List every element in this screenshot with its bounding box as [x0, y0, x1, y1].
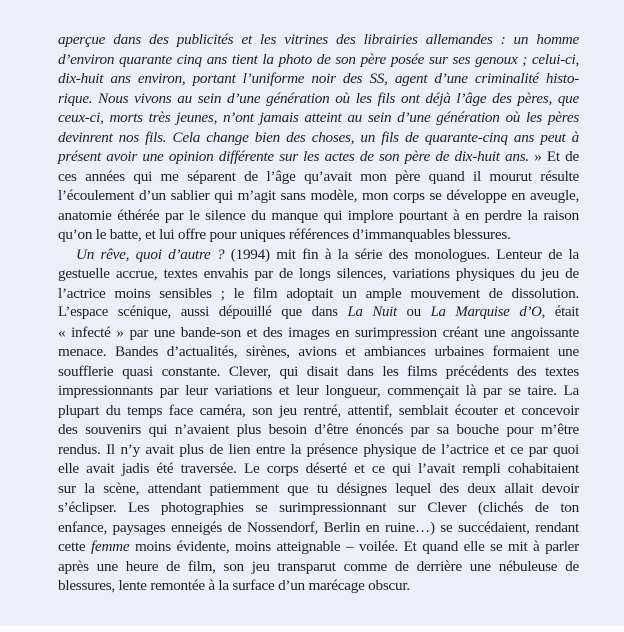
text-line	[58, 303, 579, 323]
text-line	[58, 147, 579, 167]
italic-text: femme	[91, 538, 130, 555]
text-line	[58, 342, 579, 362]
text-line	[58, 381, 579, 401]
text-segment: soufflerie quasi constante. Clever, qui disait dans les films précédents des textes	[58, 362, 579, 380]
text-line	[58, 50, 579, 70]
italic-text: aperçue dans des publicités et les vitrines des librairies allemandes : un homme	[58, 31, 579, 48]
text-line	[58, 264, 579, 284]
text-line	[58, 518, 579, 538]
text-segment: moins évidente, moins atteignable – voilée. Et quand elle se mit à parler	[129, 538, 579, 555]
text-line	[58, 69, 579, 89]
italic-text: ceux-ci, morts très jeunes, n’ont jamais atteint au sein d’une génération où les pères	[58, 109, 579, 126]
text-line	[58, 128, 579, 148]
text-segment: l’écoulement d’un sablier qui m’agit sans modèle, mon corps se développe en aveugle,	[58, 187, 579, 204]
text-segment: des souvenirs qui n’avaient plus besoin d’être énoncés par sa bouche pour m’être	[58, 421, 579, 438]
italic-text: Un rêve, quoi d’autre ?	[76, 245, 225, 263]
text-segment: qu’on le batte, et lui offre pour uniques références d’immanquables blessures.	[58, 226, 511, 243]
text-segment: enfance, paysages enneigés de Nossendorf, Berlin en ruine…) se succédaient, rendant	[58, 518, 579, 536]
text-line	[58, 167, 579, 187]
text-line	[58, 537, 579, 557]
text-segment: gestuelle accrue, textes envahis par de longs silences, variations physiques du jeu de	[58, 265, 579, 282]
text-segment: L’espace scénique, aussi dépouillé que dans	[58, 304, 348, 320]
text-segment: impressionnants par leur variations et leur longueur, commençait là par se taire. La	[58, 382, 579, 399]
text-line	[58, 576, 579, 596]
text-line	[58, 362, 579, 382]
text-segment: rendus. Il n’y avait plus de lien entre la présence physique de l’actrice et ce par quoi	[58, 440, 579, 458]
italic-text: La Marquise d’O	[430, 304, 542, 320]
italic-text: dix-huit ans environ, portant l’uniforme noir des SS, agent d’une criminalité histo-	[58, 70, 579, 87]
text-line	[58, 186, 579, 206]
text-segment: sur la scène, attendant patiemment que tu désignes lequel des deux allait devoir	[58, 479, 579, 497]
text-line	[58, 245, 579, 265]
text-segment: anatomie éthérée par le silence du manque qui implore pourtant à en perdre la raison	[58, 206, 579, 224]
text-line	[58, 557, 579, 577]
text-segment: plupart du temps face caméra, son jeu rentré, attentif, semblait écouter et concevoir	[58, 401, 579, 419]
text-line	[58, 401, 579, 421]
text-line	[58, 459, 579, 479]
text-line	[58, 89, 579, 109]
text-line	[58, 323, 579, 343]
text-segment: après une heure de film, son jeu transparut comme de derrière une nébuleuse de	[58, 557, 579, 575]
text-line	[58, 284, 579, 304]
italic-text: rique. Nous vivons au sein d’une génération où les fils ont déjà l’âge des pères, que	[58, 89, 579, 107]
text-segment: elle avait jadis été traversée. Le corps déserté et ce qui l’avait rempli cohabitaient	[58, 460, 579, 477]
italic-text: d’environ quarante cinq ans tient la photo de son père posée sur ses genoux ; celui-ci,	[58, 50, 579, 68]
text-segment: (1994) mit fin à la série des monologues. Lenteur de la	[224, 245, 579, 263]
text-segment: menace. Bandes d’actualités, sirènes, avions et ambiances urbaines formaient une	[58, 343, 579, 360]
italic-text: devinrent nos fils. Cela change bien des choses, un fils de quarante-cinq ans peut à	[58, 128, 579, 146]
text-segment: , était	[541, 304, 579, 320]
text-segment: s’éclipser. Les photographies se surimpressionnant sur Clever (clichés de ton	[58, 499, 579, 516]
text-line	[58, 206, 579, 226]
text-line	[58, 498, 579, 518]
text-segment: cette	[58, 538, 91, 555]
text-segment: « infecté » par une bande-son et des images en surimpression créant une angoissante	[58, 323, 579, 341]
text-segment: » Et de	[528, 148, 579, 165]
text-segment: l’actrice moins sensibles ; le film adoptait un ample mouvement de dissolution.	[58, 284, 579, 302]
text-segment: ou	[396, 304, 431, 320]
text-line	[58, 479, 579, 499]
text-line	[58, 225, 579, 245]
text-segment: ces années qui me séparent de l’âge qu’avait mon père quand il mourut résulte	[58, 167, 579, 185]
text-line	[58, 30, 579, 50]
page-bottom-edge	[0, 626, 624, 632]
text-line	[58, 108, 579, 128]
text-segment: blessures, lente remontée à la surface d’un marécage obscur.	[58, 577, 410, 594]
italic-text: présent avoir une opinion différente sur les actes de son père de dix-huit ans.	[58, 148, 529, 165]
italic-text: La Nuit	[347, 304, 397, 320]
text-line	[58, 440, 579, 460]
text-line	[58, 420, 579, 440]
body-text	[58, 30, 579, 596]
